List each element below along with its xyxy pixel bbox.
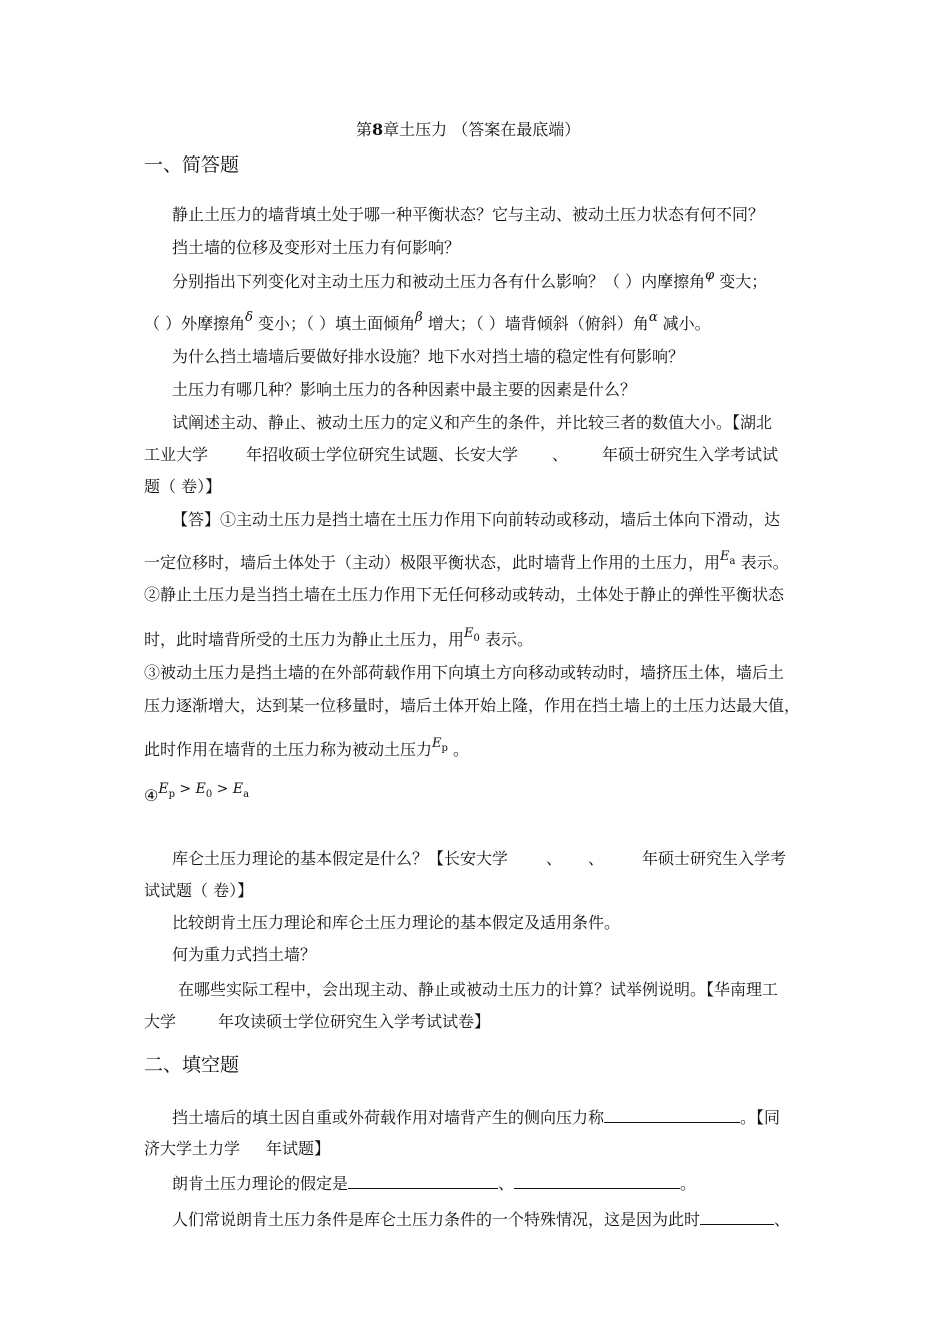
answer-line-6: 压力逐渐增大，达到某一位移量时，墙后土体开始上隆，作用在挡土墙上的土压力达最大值，: [144, 696, 801, 715]
answer-line-1: 【答】①主动土压力是挡土墙在土压力作用下向前转动或移动，墙后土体向下滑动，达: [172, 510, 781, 529]
section-heading-short-answer: 一、简答题: [144, 154, 240, 176]
symbol-ep: Ep: [432, 736, 448, 754]
fill-2: 朗肯土压力理论的假定是 、 。: [172, 1174, 697, 1193]
fill-3: 人们常说朗肯土压力条件是库仑土压力条件的一个特殊情况，这是因为此时 、: [172, 1210, 791, 1229]
fill-2-blank-2[interactable]: [514, 1172, 680, 1189]
answer-line-4: 时，此时墙背所受的土压力为静止土压力，用$^{E_0}$ 表示。: [144, 626, 533, 649]
fill-2-blank-1[interactable]: [348, 1172, 498, 1189]
question-6-line-3: 题（ 卷）】: [144, 477, 222, 496]
question-3-line-2: （ ）外摩擦角$^\delta$ 变小；（ ）填土面倾角$^\beta$ 增大；（ ）墙背倾斜（俯斜）角$^\alpha$ 减小。: [144, 310, 711, 333]
fill-1-line-1: 挡土墙后的填土因自重或外荷载作用对墙背产生的侧向压力称 。【同: [172, 1108, 781, 1127]
question-9: 何为重力式挡土墙？: [172, 945, 317, 964]
question-4: 为什么挡土墙墙后要做好排水设施？地下水对挡土墙的稳定性有何影响？: [172, 347, 685, 366]
alpha-symbol: α: [648, 310, 658, 325]
question-10-line-2: 大学 年攻读硕士学位研究生入学考试试卷】: [144, 1012, 491, 1031]
answer-line-5: ③被动土压力是挡土墙的在外部荷载作用下向填土方向移动或转动时，墙挤压土体，墙后土: [144, 663, 785, 682]
delta-symbol: δ: [245, 310, 253, 325]
question-2: 挡土墙的位移及变形对土压力有何影响？: [172, 238, 461, 257]
fill-3-blank-1[interactable]: [700, 1208, 774, 1225]
fill-1-line-2: 济大学土力学 年试题】: [144, 1139, 331, 1158]
answer-line-3: ②静止土压力是当挡土墙在土压力作用下无任何移动或转动，土体处于静止的弹性平衡状态: [144, 585, 785, 604]
question-5: 土压力有哪几种？影响土压力的各种因素中最主要的因素是什么？: [172, 380, 637, 399]
answer-line-2: 一定位移时，墙后土体处于（主动）极限平衡状态，此时墙背上作用的土压力，用$^{E_a}$ 表示。: [144, 549, 789, 572]
question-6-line-2: 工业大学 年招收硕士学位研究生试题、长安大学 、 年硕士研究生入学考试试: [144, 445, 779, 464]
section-heading-fill-in: 二、填空题: [144, 1054, 240, 1076]
answer-line-8-inequality: $④E_p > E_0 > E_a$: [144, 781, 250, 805]
question-3-line-1: 分别指出下列变化对主动土压力和被动土压力各有什么影响？（ ）内摩擦角$^\varphi$ 变大；: [172, 268, 768, 291]
question-8: 比较朗肯土压力理论和库仑土压力理论的基本假定及适用条件。: [172, 913, 621, 932]
fill-1-blank[interactable]: [604, 1106, 740, 1123]
answer-line-7: 此时作用在墙背的土压力称为被动土压力$^{E_p}$ 。: [144, 736, 470, 759]
beta-symbol: β: [415, 310, 423, 325]
symbol-e0: E0: [464, 626, 480, 644]
question-7-line-1: 库仑土压力理论的基本假定是什么？【长安大学 、 、 年硕士研究生入学考: [172, 849, 787, 868]
page-title: 第8章土压力 （答案在最底端）: [356, 120, 581, 139]
question-6-line-1: 试阐述主动、静止、被动土压力的定义和产生的条件，并比较三者的数值大小。【湖北: [172, 413, 773, 432]
inequality-expression: $E_p > E_0 > E_a$: [158, 781, 250, 800]
question-1: 静止土压力的墙背填土处于哪一种平衡状态？它与主动、被动土压力状态有何不同？: [172, 205, 765, 224]
question-10-line-1: 在哪些实际工程中，会出现主动、静止或被动土压力的计算？试举例说明。【华南理工: [178, 980, 779, 999]
phi-symbol: φ: [705, 268, 715, 283]
question-7-line-2: 试试题（ 卷）】: [144, 881, 254, 900]
symbol-ea: Ea: [720, 549, 736, 567]
